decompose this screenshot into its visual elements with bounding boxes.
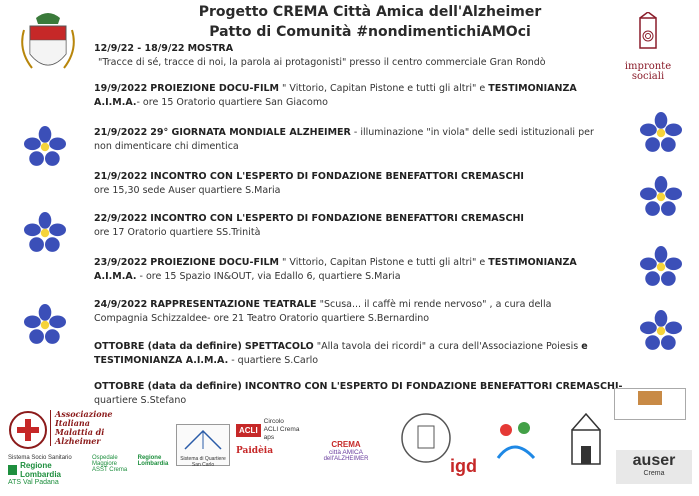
forget-me-not-flower-icon [640,112,682,154]
page-title: Progetto CREMA Città Amica dell'Alzheimer [198,4,542,20]
event-item: OTTOBRE (data da definire) SPETTACOLO "Alla tavola dei ricordi" a cura dell'Associazione Poiesis e TESTIMONIANZA A.I.M.A. - quartiere S.Carlo [94,341,588,366]
crema-coat-of-arms-icon [18,10,78,84]
colorful-figures-logo-icon [494,416,538,462]
crema-citta-amica-logo: CREMA città AMICA dell'ALZHEIMER [323,440,369,462]
church-facade-icon [566,410,606,466]
forget-me-not-flower-icon [640,246,682,288]
forget-me-not-flower-icon [24,126,66,168]
forget-me-not-flower-icon [640,176,682,218]
associazione-logo-box [614,388,686,420]
event-item: 21/9/2022 INCONTRO CON L'ESPERTO DI FONDAZIONE BENEFATTORI CREMASCHI ore 15,30 sede Auser quartiere S.Maria [94,171,524,196]
event-item: 23/9/2022 PROIEZIONE DOCU-FILM " Vittorio, Capitan Pistone e tutti gli altri" e TESTIMONIANZA A.I.M.A. - ore 15 Spazio IN&OUT, via Edallo 6, quartiere S.Maria [94,257,577,282]
page-subtitle: Patto di Comunità #nondimentichiAMOci [209,24,531,40]
event-item: OTTOBRE (data da definire) INCONTRO CON L'ESPERTO DI FONDAZIONE BENEFATTORI CREMASCHI- quartiere S.Stefano [94,381,623,406]
regione-lombardia-ats-logo: Sistema Socio Sanitario Regione Lombardia ATS Val Padana [8,455,72,486]
event-item: 19/9/2022 PROIEZIONE DOCU-FILM " Vittorio, Capitan Pistone e tutti gli altri" e TESTIMONIANZA A.I.M.A.- ore 15 Oratorio quartiere San Giacomo [94,83,577,108]
event-item: 24/9/2022 RAPPRESENTAZIONE TEATRALE "Scusa... il caffè mi rende nervoso" , a cura della Compagnia Schizzaldee- ore 21 Teatro Oratorio quartiere S.Bernardino [94,299,552,324]
aima-emblem-icon [8,410,48,450]
event-item: 21/9/2022 29° GIORNATA MONDIALE ALZHEIMER - illuminazione "in viola" delle sedi istituzionali per non dimenticare chi dimentica [94,127,594,152]
forget-me-not-flower-icon [24,212,66,254]
forget-me-not-flower-icon [24,304,66,346]
impronte-sociali-text: impronte sociali [624,61,672,82]
aima-logo-text: Associazione Italiana Malattia di Alzheimer [50,410,147,446]
lombardia-rose-icon [8,465,17,475]
event-item: 12/9/22 - 18/9/22 MOSTRA "Tracce di sé, tracce di noi, la parola ai protagonisti" presso il centro commerciale Gran Rondò [94,43,546,68]
associazione-emblem-icon [638,391,662,405]
rotary-circle-logo-icon [398,412,454,464]
building-icon [183,427,223,451]
acli-crema-logo: ACLI Circolo ACLI Crema aps Paidèia [236,418,300,456]
auser-crema-logo: auser Crema [616,450,692,484]
impronte-sociali-logo-icon [628,12,668,62]
forget-me-not-flower-icon [640,310,682,352]
quartiere-san-carlo-logo: Sistema di Quartiere San Carlo [176,424,230,466]
event-item: 22/9/2022 INCONTRO CON L'ESPERTO DI FONDAZIONE BENEFATTORI CREMASCHI ore 17 Oratorio quartiere SS.Trinità [94,213,524,238]
ospedale-asst-logo: Ospedale Maggiore Regione Lombardia ASST Crema [92,455,169,473]
igd-logo: igd [450,456,477,476]
